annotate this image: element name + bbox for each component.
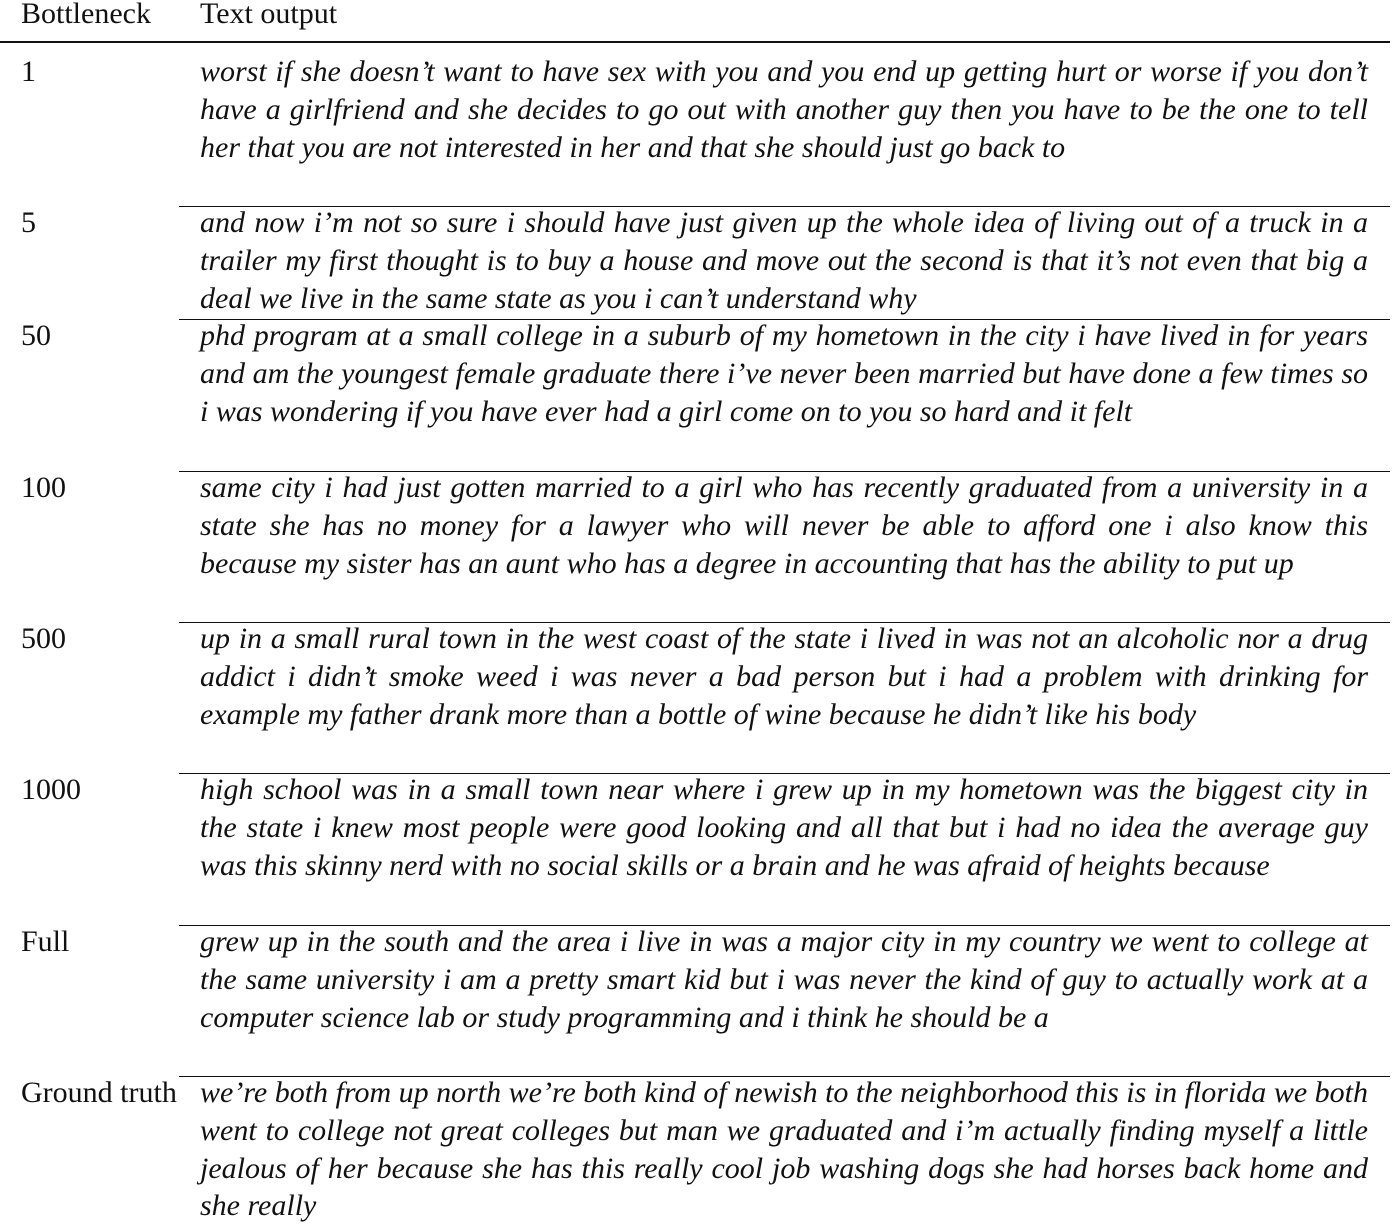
header-bottleneck: Bottleneck — [21, 0, 151, 30]
bottleneck-cell: 50 — [21, 319, 51, 352]
table-header — [0, 0, 1394, 44]
bottleneck-cell: 500 — [21, 622, 66, 655]
top-rule — [0, 41, 1390, 43]
text-output-cell: up in a small rural town in the west coast of the state i lived in was not an alcoholic nor a drug addict i didn’t smoke weed i was never a bad person but i had a problem with drinking for example my father drank more than a bottle of wine because he didn’t like his body — [200, 622, 1368, 731]
text-output-cell: same city i had just gotten married to a girl who has recently graduated from a university in a state she has no money for a lawyer who will never be able to afford one i also know this because my sister has an aunt who has a degree in accounting that has the ability to put up — [200, 471, 1368, 580]
text-output-cell: we’re both from up north we’re both kind of newish to the neighborhood this is in florida we both went to college not great colleges but man we graduated and i’m actually finding myself a little jealous of her because she has this really cool job washing dogs she had horses back home and she really — [200, 1076, 1368, 1223]
text-output-cell: worst if she doesn’t want to have sex with you and you end up getting hurt or worse if you don’t have a girlfriend and she decides to go out with another guy then you have to be the one to tell her that you are not interested in her and that she should just go back to — [200, 55, 1368, 164]
text-output-cell: high school was in a small town near where i grew up in my hometown was the biggest city in the state i knew most people were good looking and all that but i had no idea the average guy was this skinny nerd with no social skills or a brain and he was afraid of heights because — [200, 773, 1368, 882]
text-output-cell: grew up in the south and the area i live in was a major city in my country we went to college at the same university i am a pretty smart kid but i was never the kind of guy to actually work at a computer science lab or study programming and i think he should be a — [200, 925, 1368, 1034]
bottleneck-cell: Full — [21, 925, 70, 958]
text-output-cell: and now i’m not so sure i should have just given up the whole idea of living out of a truck in a trailer my first thought is to buy a house and move out the second is that it’s not even that big a deal we live in the same state as you i can’t understand why — [200, 206, 1368, 315]
header-text-output: Text output — [200, 0, 338, 30]
bottleneck-cell: Ground truth — [21, 1076, 177, 1109]
bottleneck-cell: 1 — [21, 55, 36, 88]
text-output-cell: phd program at a small college in a suburb of my hometown in the city i have lived in for years and am the youngest female graduate there i’ve never been married but have done a few times so i was wondering if you have ever had a girl come on to you so hard and it felt — [200, 319, 1368, 428]
bottleneck-cell: 1000 — [21, 773, 81, 806]
bottleneck-cell: 5 — [21, 206, 36, 239]
bottleneck-cell: 100 — [21, 471, 66, 504]
